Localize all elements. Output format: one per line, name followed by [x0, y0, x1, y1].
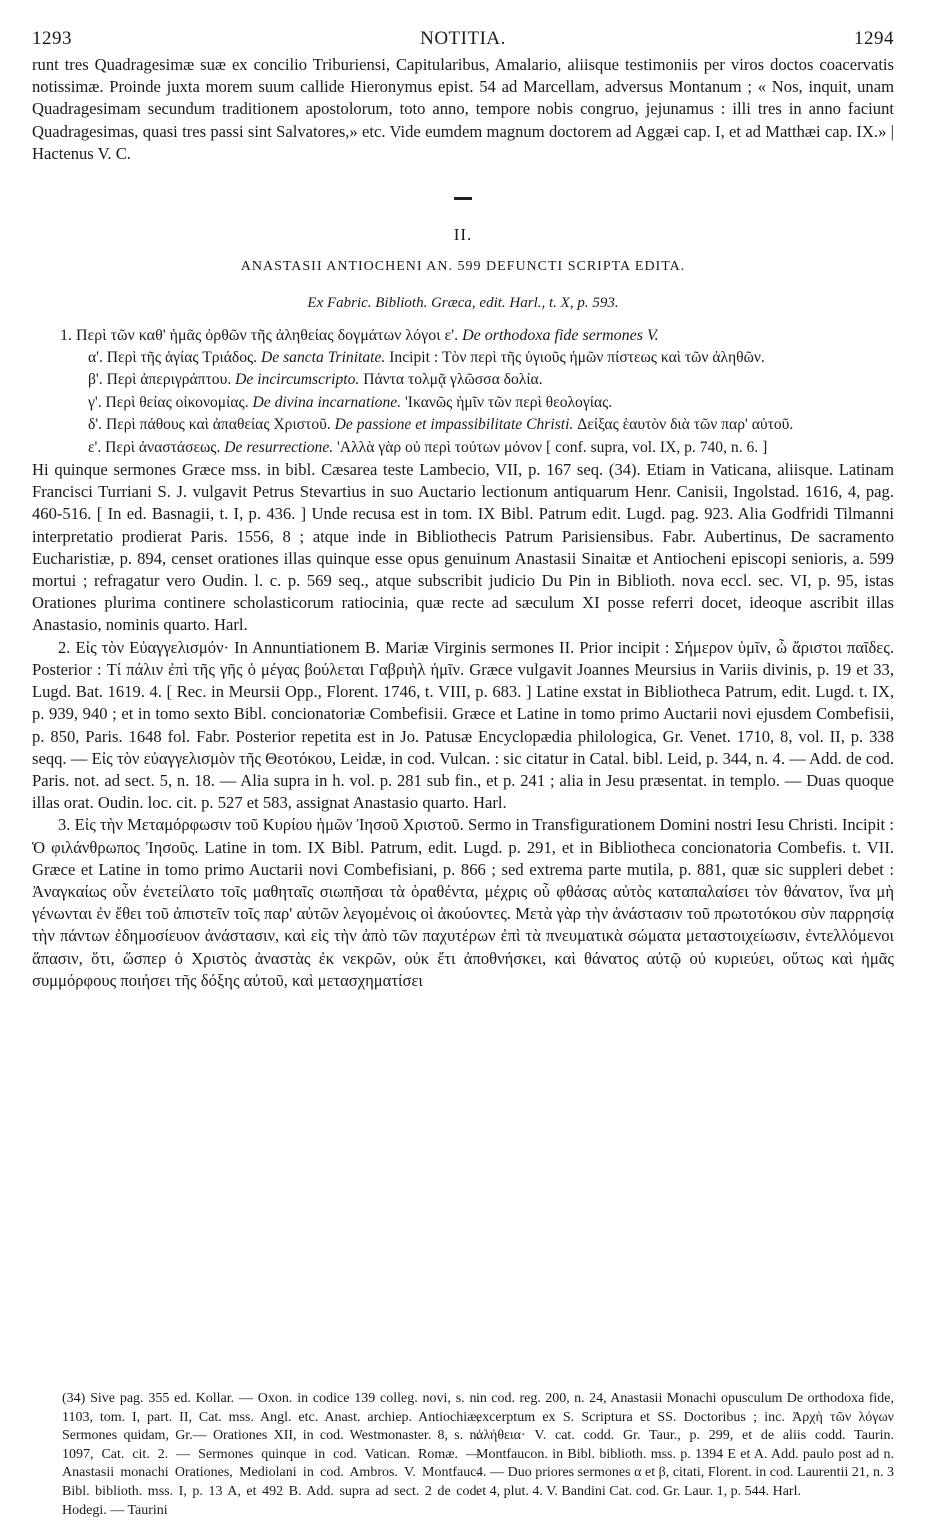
main-text: [32, 54, 894, 992]
section-divider: [454, 197, 472, 200]
sub-item-greek: Περὶ θείας οἰκονομίας.: [105, 393, 249, 411]
sub-item-latin: De sancta Trinitate.: [261, 349, 386, 367]
section-number: II.: [453, 225, 473, 245]
sub-item-rest: Incipit : Τὸν περὶ τῆς ὑγιοῦς ἡμῶν πίστεως καὶ τῶν ἀληθῶν.: [389, 349, 765, 367]
sub-item-number: γ'.: [88, 393, 102, 411]
sub-item-greek: Περὶ τῆς ἁγίας Τριάδος.: [106, 349, 258, 367]
section-title: ANASTASII ANTIOCHENI AN. 599 DEFUNCTI SCRIPTA EDITA.: [240, 259, 686, 275]
footnote-left-column: (34) Sive pag. 355 ed. Kollar. — Oxon. in codice 139 colleg. novi, s. n. 1103, tom. I, part. II, Cat. mss. Angl. etc. Anast. archiep. Antiochiæ, Sermones quidam, Gr.— Orationes XII, in cod. Westmonaster. 8, s. n. 1097, Cat. cit. 2. — Sermones quinque in cod. Vatican. Romæ. — Anastasii monachi Orationes, Mediolani in cod. Ambros. V. Montfauc. Bibl. biblioth. mss. I, p. 13 A, et 492 B. Add. supra ad sect. 2 de cod. Hodegi. — Taurini: [62, 1391, 480, 1518]
sub-item-rest: 'Ικανῶς ἡμῖν τῶν περὶ θεολογίας.: [404, 393, 613, 411]
page-header: [32, 28, 894, 54]
sub-item-latin: De divina incarnatione.: [252, 393, 402, 411]
footnote-right-column: in cod. reg. 200, n. 24, Anastasii Monachi opusculum De orthodoxa fide, excerptum ex S. Scriptura et SS. Doctoribus ; inc. Ἀρχὴ τῶν λόγων ἀλήθεια· V. cat. codd. Gr. Taur., p. 299, et de aliis codd. Taurin. Montfaucon. in Bibl. biblioth. mss. p. 1394 E et A. Add. paulo post ad n. 4. — Duo priores sermones α et β, citati, Florent. in cod. Laurentii 21, n. 3 et 4, plut. 4. V. Bandini Cat. cod. Gr. Laur. 1, p. 544. Harl.: [476, 1391, 894, 1499]
sub-item-number: β'.: [88, 371, 103, 389]
item-1-greek: 1. Περὶ τῶν καθ' ἡμᾶς ὀρθῶν τῆς ἀληθείας δογμάτων λόγοι ε'.: [60, 326, 459, 344]
item-1-heading: [32, 325, 894, 347]
page-number-left: 1293: [32, 28, 72, 49]
sub-item-latin: De incircumscripto.: [235, 371, 360, 389]
intro-paragraph: runt tres Quadragesimæ suæ ex concilio Triburiensi, Capitularibus, Amalario, aliisque testimoniis per viros doctos coacervatis notissimæ. Proinde juxta morem suum callide Hieronymus epist. 54 ad Marcellam, adversus Montanum ; « Nos, inquit, unam Quadragesimam secundum traditionem apostolorum, toto anno, tempore nobis congruo, jejunamus : illi tres in anno faciunt Quadragesimas, quasi tres passi sint Salvatores,» etc. Vide eumdem magnum doctorem ad Aggæi cap. I, et ad Matthæi cap. IX.» | Hactenus V. C.: [32, 55, 894, 163]
sub-item: [32, 437, 894, 459]
item-1-latin: De orthodoxa fide sermones V.: [462, 326, 659, 344]
page-number-right: 1294: [854, 28, 894, 49]
sub-item-rest: Δείξας ἑαυτὸν διὰ τῶν παρ' αὐτοῦ.: [577, 416, 794, 434]
section-source: [32, 292, 894, 314]
paragraph-item-3: 3. Εἰς τὴν Μεταμόρφωσιν τοῦ Κυρίου ἡμῶν Ἰησοῦ Χριστοῦ. Sermo in Transfigurationem Domini nostri Iesu Christi. Incipit : Ὁ φιλάνθρωπος Ἰησοῦς. Latine in tom. IX Bibl. Patrum, edit. Lugd. p. 291, et in Bibliotheca concionatoria Combefis. t. VII. Græce et Latine in tomo primo Auctarii novi Combefisiani, p. 866 ; sed extrema parte mutila, p. 881, quæ sic suppleri debet : Ἀναγκαίως οὖν ἐνετείλατο τοῖς μαθηταῖς σιωπῆσαι τὰ ὁραθέντα, μέχρις οὗ φθάσας αὐτὸς καταπαλαίσει τὸν θάνατον, ἵνα μὴ γένωνται ἐν ἔθει τοῦ ἀπιστεῖν τοῖς παρ' αὐτῶν λεγομένοις οἱ ἀκούοντες. Μετὰ γὰρ τὴν ἀνάστασιν τοῦ πρωτοτόκου σὺν παρρησίᾳ τὴν πάντων ἐδημοσίευον ἀνάστασιν, καὶ εἰς τὴν ἀπὸ τῶν παχυτέρων ἐπὶ τὰ πνευματικὰ σώματα μεταστοιχείωσιν, ἐντελλόμενοι ἅπασιν, ὅτι, ὥσπερ ὁ Χριστὸς ἀναστὰς ἐκ νεκρῶν, οὐκ ἔτι ἀποθνήσκει, καὶ θάνατος αὐτῷ οὐ κυριεύει, οὕτως καὶ ἡμᾶς συμμόρφους ποιήσει τῆς δόξης αὐτοῦ, καὶ μετασχηματίσει: [32, 815, 894, 990]
sub-item-rest: 'Αλλὰ γὰρ οὐ περὶ τούτων μόνον [ conf. supra, vol. IX, p. 740, n. 6. ]: [337, 438, 768, 456]
running-title: NOTITIA.: [420, 28, 506, 49]
sub-item-number: α'.: [88, 349, 103, 367]
sub-item-rest: Πάντα τολμᾷ γλῶσσα δολία.: [363, 371, 543, 389]
section-source-text: Ex Fabric. Biblioth. Græca, edit. Harl., t. X, p. 593.: [307, 295, 619, 312]
sub-item-greek: Περὶ ἀπεριγράπτου.: [106, 371, 232, 389]
paragraph-hi-quinque: Hi quinque sermones Græce mss. in bibl. Cæsarea teste Lambecio, VII, p. 167 seq. (34). Etiam in Vaticana, aliisque. Latinam Francisci Turriani S. J. vulgavit Petrus Stevartius in suo Auctario lectionum antiquarum Henr. Canisii, Ingolstad. 1616, 4, pag. 460-516. [ In ed. Basnagii, t. I, p. 436. ] Unde recusa est in tom. IX Bibl. Patrum edit. Lugd. pag. 923. Alia Godfridi Tilmanni interpretatio prodierat Paris. 1556, 8 ; atque inde in Bibliothecis Patrum Parisiensibus. Fabr. Aubertinus, De sacramento Eucharistiæ, p. 894, censet orationes illas quinque esse opus genuinum Anastasii Sinaitæ et Antiocheni episcopi senioris, a. 599 mortui ; refragatur vero Oudin. l. c. p. 569 seq., atque subscribit judicio Du Pin in Biblioth. nova eccl. sec. VI, p. 95, istas Orationes plurima continere scholasticorum ratiocinia, quæ recte ad sæculum XI posse referri docet, ideoque ascribit illas Anastasio, nominis quarto. Harl.: [32, 460, 894, 635]
sub-item-latin: De resurrectione.: [224, 438, 334, 456]
sub-item: [32, 347, 894, 369]
sub-item-number: δ'.: [88, 416, 103, 434]
sub-item-latin: De passione et impassibilitate Christi.: [334, 416, 574, 434]
sub-item-greek: Περὶ πάθους καὶ ἀπαθείας Χριστοῦ.: [105, 416, 331, 434]
sub-item: [32, 414, 894, 436]
sub-item: [32, 392, 894, 414]
sub-item-number: ε'.: [88, 438, 102, 456]
paragraph-item-2: 2. Εἰς τὸν Εὐαγγελισμόν· In Annuntiationem B. Mariæ Virginis sermones II. Prior incipit : Σήμερον ὑμῖν, ὦ ἄριστοι παῖδες. Posterior : Τί πάλιν ἐπὶ τῆς γῆς ὁ μέγας βούλεται Γαβριὴλ ἡμῖν. Græce vulgavit Joannes Meursius in Variis divinis, p. 19 et 33, Lugd. Bat. 1619. 4. [ Rec. in Meursii Opp., Florent. 1746, t. VIII, p. 683. ] Latine exstat in Bibliotheca Patrum, edit. Lugd. t. IX, p. 939, 940 ; et in tomo sexto Bibl. concionatoriæ Combefisii. Græce et Latine in tomo primo Auctarii novi ejusdem Combefisii, p. 850, Paris. 1648 fol. Fabr. Posterior repetita est in Jo. Patusæ Encyclopædia philologica, Gr. Venet. 1710, 8, vol. II, p. 338 seqq. — Εἰς τὸν εὐαγγελισμὸν τῆς Θεοτόκου, Leidæ, in cod. Vulcan. : sic citatur in Catal. bibl. Leid, p. 344, n. 4. — Add. de cod. Paris. not. ad sect. 5, n. 18. — Alia supra in h. vol. p. 281 sub fin., et p. 241 ; alia in Jesu præsentat. in templo. — Duas quoque illas orat. Oudin. loc. cit. p. 527 et 583, assignat Anastasio quarto. Harl.: [32, 637, 894, 813]
sub-item-greek: Περὶ ἀναστάσεως.: [105, 438, 221, 456]
sub-item: [32, 369, 894, 391]
